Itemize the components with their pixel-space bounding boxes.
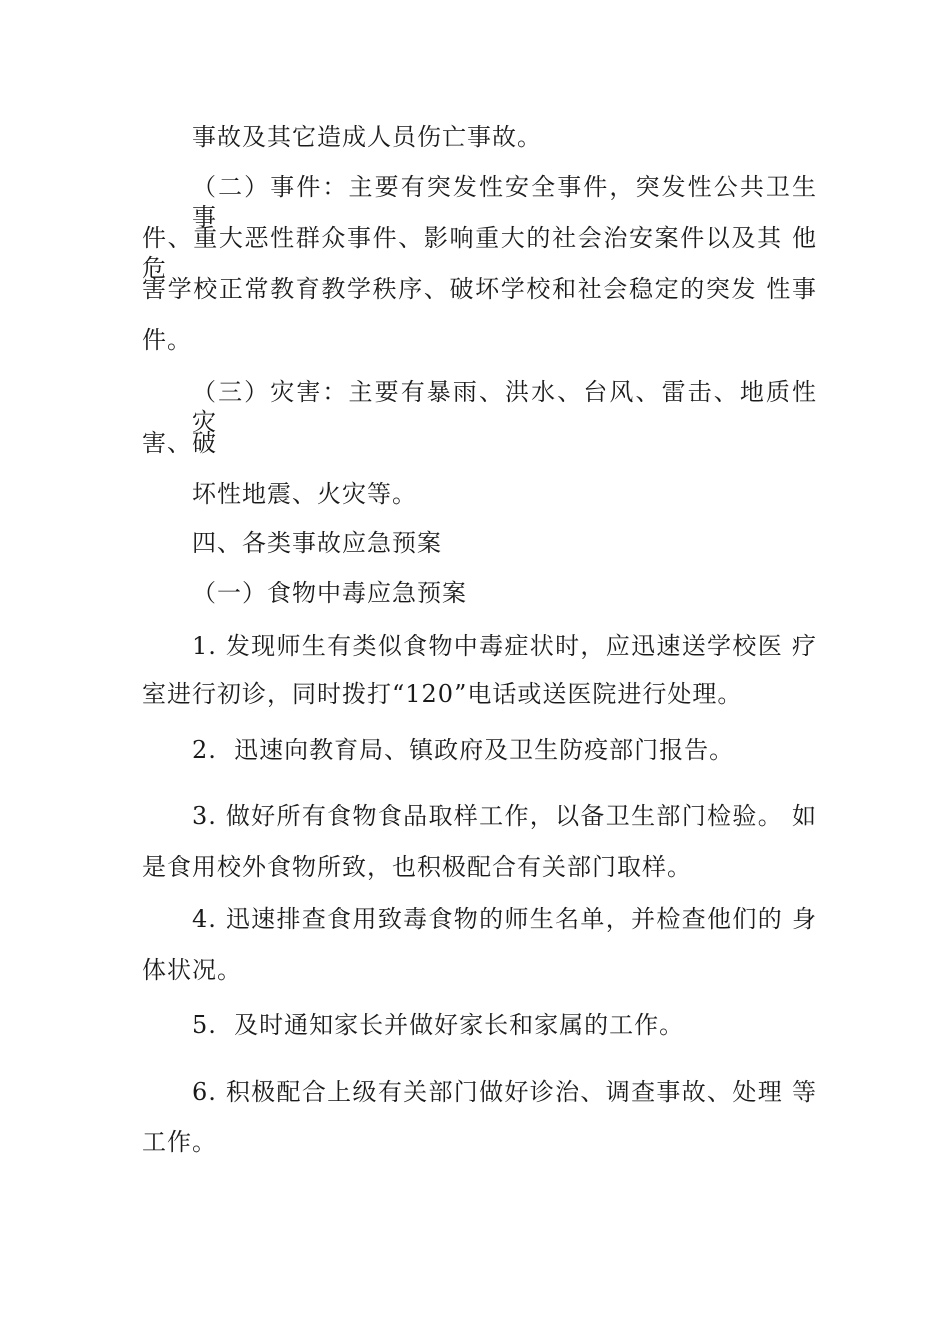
list-item: 6. 积极配合上级有关部门做好诊治、调查事故、处理 等 (192, 1078, 817, 1106)
text-line: 害学校正常教育教学秩序、破坏学校和社会稳定的突发 性事 (142, 275, 817, 303)
text-line: 件、重大恶性群众事件、影响重大的社会治安案件以及其 他危 (142, 224, 817, 282)
list-item: 5. 及时通知家长并做好家长和家属的工作。 (192, 1011, 685, 1039)
text-line: （三）灾害：主要有暴雨、洪水、台风、雷击、地质性 灾 (192, 378, 817, 436)
list-item: 2. 迅速向教育局、镇政府及卫生防疫部门报告。 (192, 736, 735, 764)
list-item: 4. 迅速排查食用致毒食物的师生名单，并检查他们的 身 (192, 905, 817, 933)
list-item: 1. 发现师生有类似食物中毒症状时，应迅速送学校医 疗 (192, 632, 817, 660)
list-item: 3. 做好所有食物食品取样工作，以备卫生部门检验。 如 (192, 802, 817, 830)
text-line: 事故及其它造成人员伤亡事故。 (192, 123, 542, 151)
text-line: 室进行初诊，同时拨打“120”电话或送医院进行处理。 (142, 680, 743, 708)
text-line: 工作。 (142, 1128, 217, 1156)
text-line: 坏性地震、火灾等。 (192, 480, 417, 508)
text-line: 害、破 (142, 429, 217, 457)
section-heading: 四、各类事故应急预案 (192, 529, 442, 557)
text-line: 体状况。 (142, 956, 242, 984)
subsection-heading: （一）食物中毒应急预案 (192, 579, 467, 607)
text-line: 是食用校外食物所致，也积极配合有关部门取样。 (142, 853, 692, 881)
text-line: 件。 (142, 326, 192, 354)
text-line: （二）事件：主要有突发性安全事件，突发性公共卫生 事 (192, 173, 817, 231)
